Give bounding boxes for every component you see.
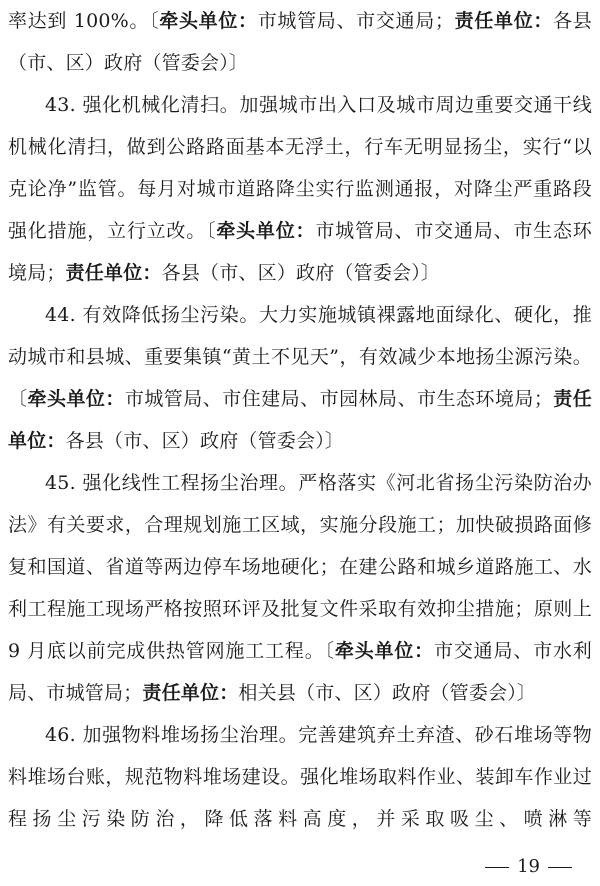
paragraph-text: 率达到 100%。〔: [8, 10, 160, 32]
paragraph-text: 44. 有效降低扬尘污染。大力实施城镇裸露地面绿化、硬化，推动城市和县城、重要集镇“黄土不见天”，有效减少本地扬尘源污染。〔: [8, 304, 592, 410]
bold-label: 牵头单位：: [27, 388, 125, 410]
paragraph-text: 市城管局、市交通局；: [257, 10, 455, 32]
page-number: 19: [517, 856, 540, 877]
paragraph-item-45: [8, 462, 592, 714]
bold-label: 牵头单位：: [334, 640, 435, 662]
page-footer: [400, 856, 580, 877]
bold-label: 责任单位：: [8, 388, 592, 452]
footer-dash-left: [485, 867, 509, 868]
bold-label: 责任单位：: [142, 682, 239, 704]
paragraph-text: 相关县（市、区）政府（管委会）〕: [238, 682, 537, 704]
document-page: [8, 0, 592, 840]
paragraph-text: 市城管局、市交通局、市生态环境局；: [8, 220, 592, 284]
paragraph-text: 各县（市、区）政府（管委会）〕: [65, 430, 345, 452]
paragraph-text: 45. 强化线性工程扬尘治理。严格落实《河北省扬尘污染防治办法》有关要求，合理规划施工区域，实施分段施工；加快破损路面修复和国道、省道等两边停车场地硬化；在建公路和城乡道路施工、水利工程施工现场严格按照环评及批复文件采取有效抑尘措施；原则上 9 月底以前完成供热管网施工工程。〔: [8, 472, 592, 662]
paragraph-text: 各县（市、区）政府（管委会）〕: [161, 262, 441, 284]
paragraph-text: 市城管局、市住建局、市园林局、市生态环境局；: [124, 388, 554, 410]
bold-label: 责任单位：: [65, 262, 162, 284]
paragraph-text: 各县（市、区）政府（管委会）〕: [8, 10, 592, 74]
bold-label: 责任单位：: [454, 10, 554, 32]
paragraph-text: 43. 强化机械化清扫。加强城市出入口及城市周边重要交通干线机械化清扫，做到公路路面基本无浮土，行车无明显扬尘，实行“以克论净”监管。每月对城市道路降尘实行监测通报，对降尘严重路段强化措施，立行立改。〔: [8, 94, 592, 242]
paragraph-item-44: [8, 294, 592, 462]
paragraph-item-46: [8, 714, 592, 840]
footer-dash-right: [548, 867, 572, 868]
bold-label: 牵头单位：: [159, 10, 258, 32]
paragraph-text: 市交通局、市水利局、市城管局；: [8, 640, 592, 704]
paragraph-continued: [8, 0, 592, 84]
bold-label: 牵头单位：: [216, 220, 316, 242]
paragraph-text: 46. 加强物料堆场扬尘治理。完善建筑弃土弃渣、砂石堆场等物料堆场台账，规范物料堆场建设。强化堆场取料作业、装卸车作业过程扬尘污染防治，降低落料高度，并采取吸尘、喷淋等: [8, 724, 592, 830]
paragraph-item-43: [8, 84, 592, 294]
